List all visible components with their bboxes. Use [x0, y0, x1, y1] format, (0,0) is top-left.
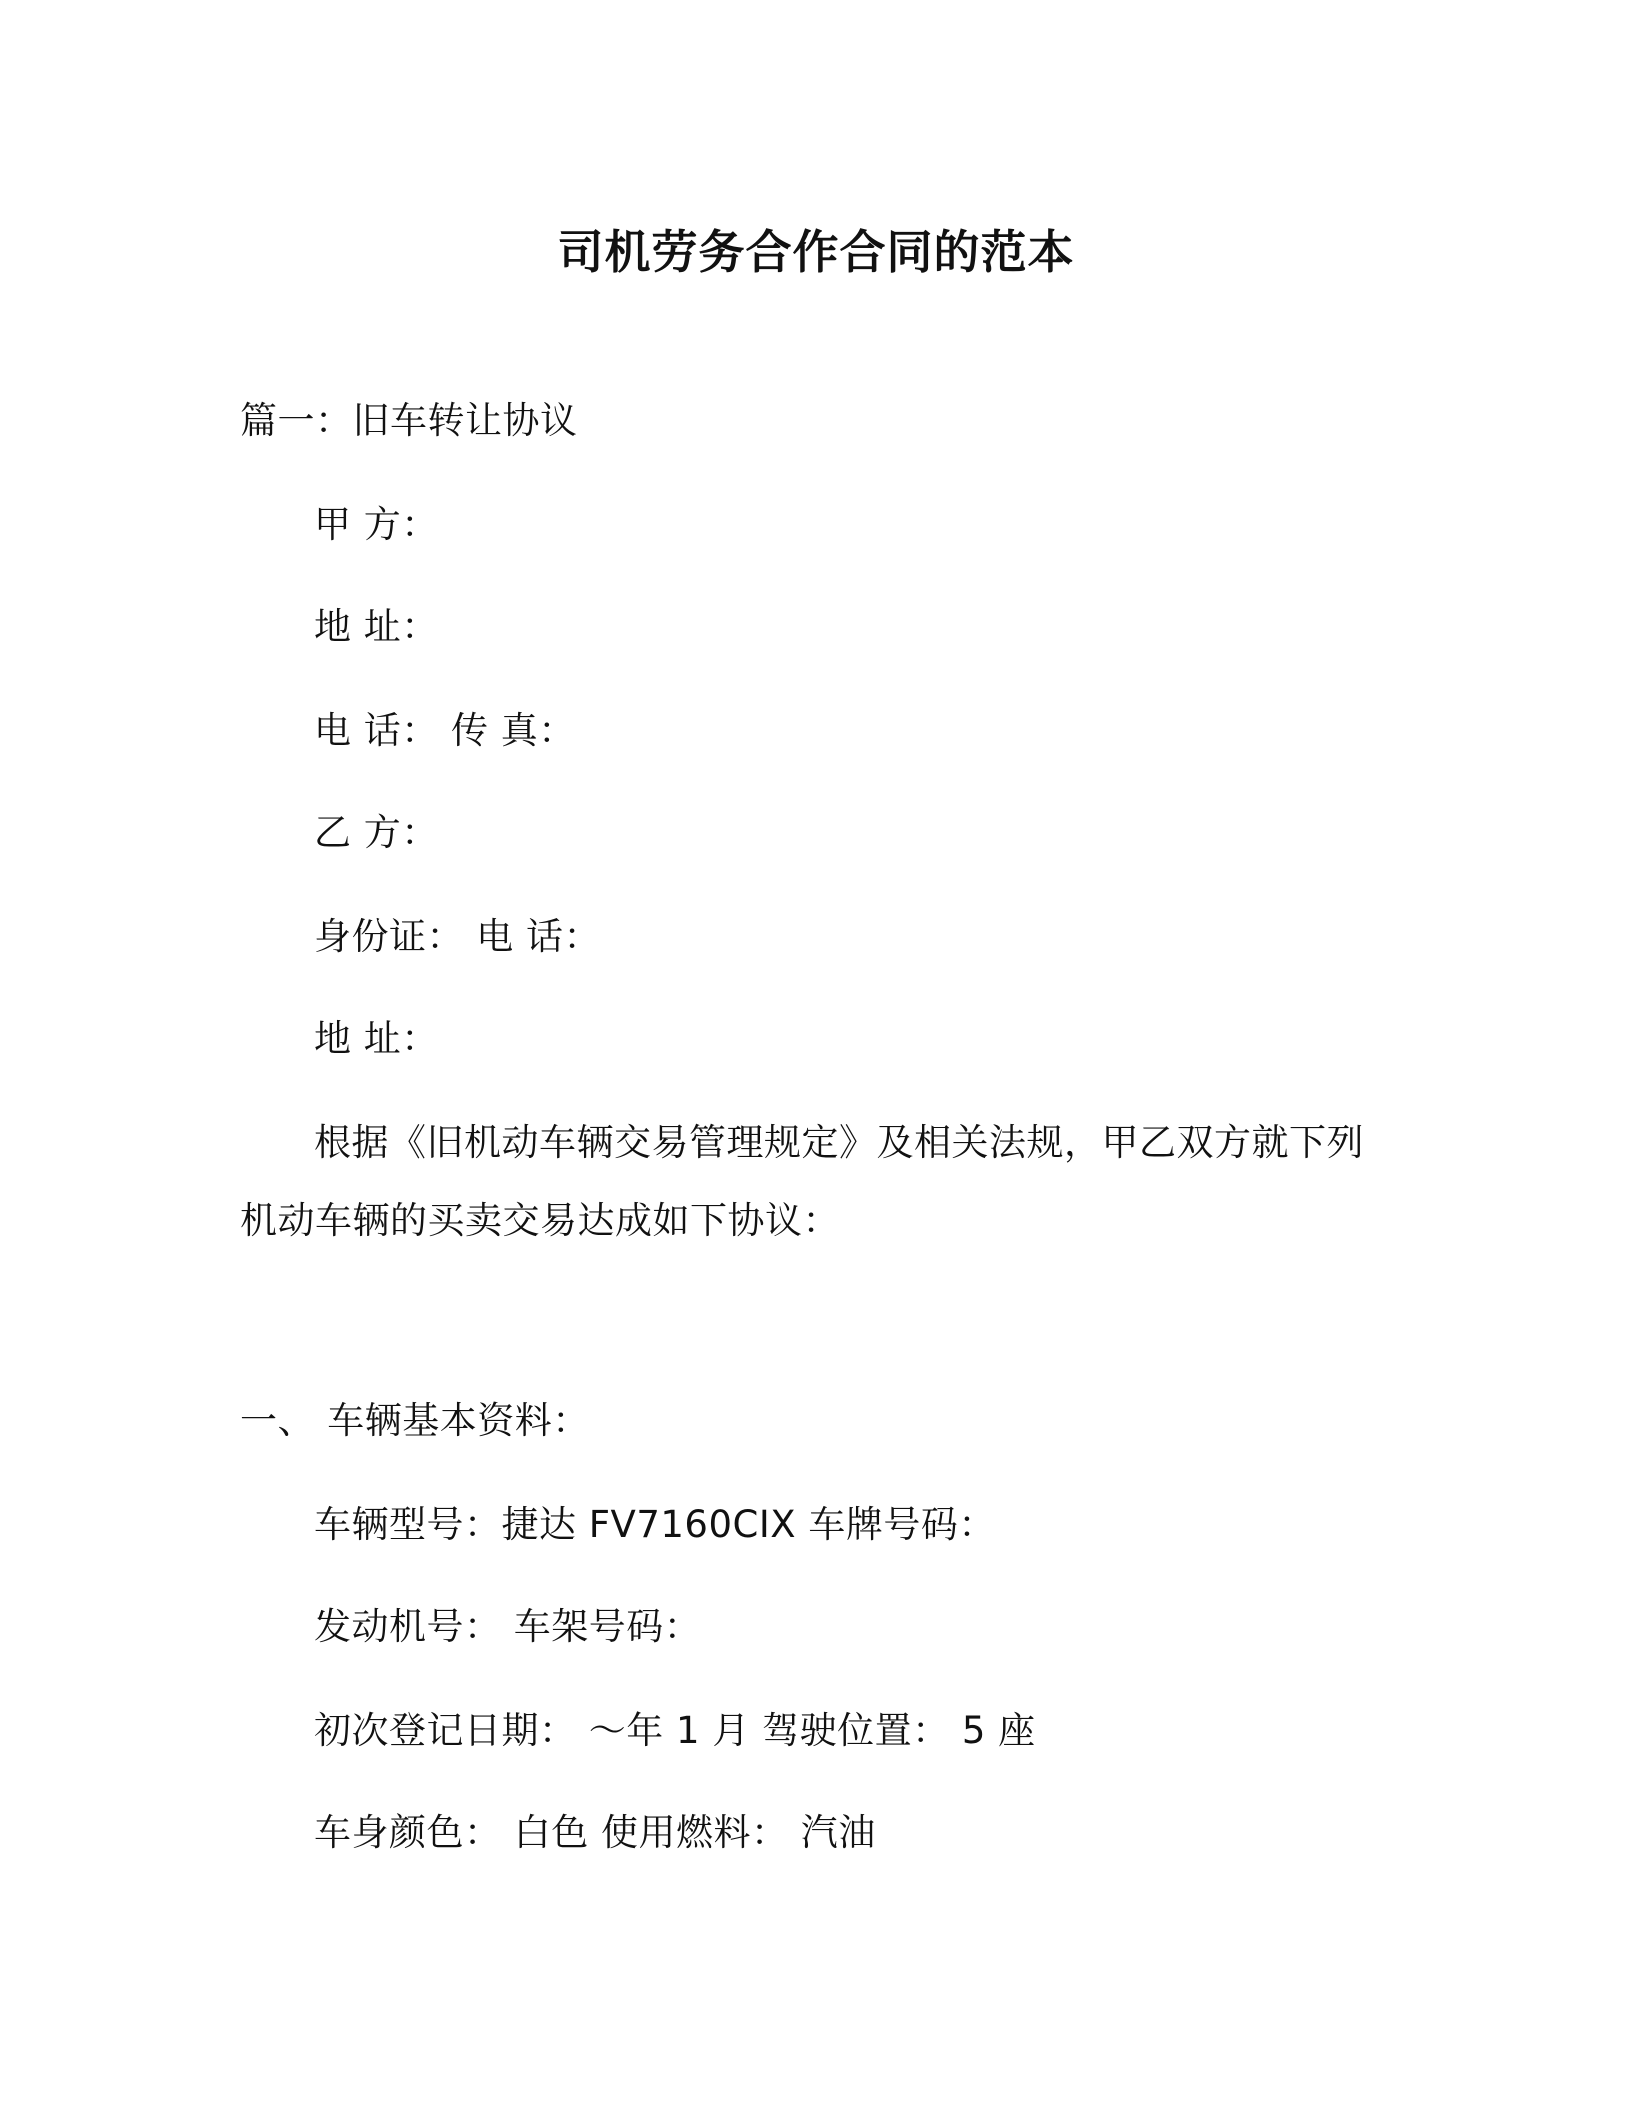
party-b-id-phone: 身份证： 电 话：: [314, 915, 602, 958]
intro-paragraph-line-1: 根据《旧机动车辆交易管理规定》及相关法规，甲乙双方就下列: [314, 1121, 1364, 1164]
vehicle-registration-line: 初次登记日期： ～年 1 月 驾驶位置： 5 座: [314, 1709, 1036, 1752]
vehicle-section-heading: 一、 车辆基本资料：: [240, 1399, 590, 1442]
vehicle-engine-line: 发动机号： 车架号码：: [314, 1605, 702, 1648]
vehicle-color-fuel-line: 车身颜色： 白色 使用燃料： 汽油: [314, 1811, 876, 1854]
party-a-label: 甲 方：: [314, 503, 439, 546]
party-a-phone-fax: 电 话： 传 真：: [314, 709, 576, 752]
vehicle-model-line: 车辆型号：捷达 FV7160CIX 车牌号码：: [314, 1503, 996, 1546]
party-b-label: 乙 方：: [314, 811, 439, 854]
party-b-address: 地 址：: [314, 1017, 439, 1060]
section-heading: 篇一：旧车转让协议: [240, 399, 578, 442]
intro-paragraph-line-2: 机动车辆的买卖交易达成如下协议：: [240, 1199, 840, 1242]
document-title: 司机劳务合作合同的范本: [557, 225, 1075, 279]
party-a-address: 地 址：: [314, 605, 439, 648]
